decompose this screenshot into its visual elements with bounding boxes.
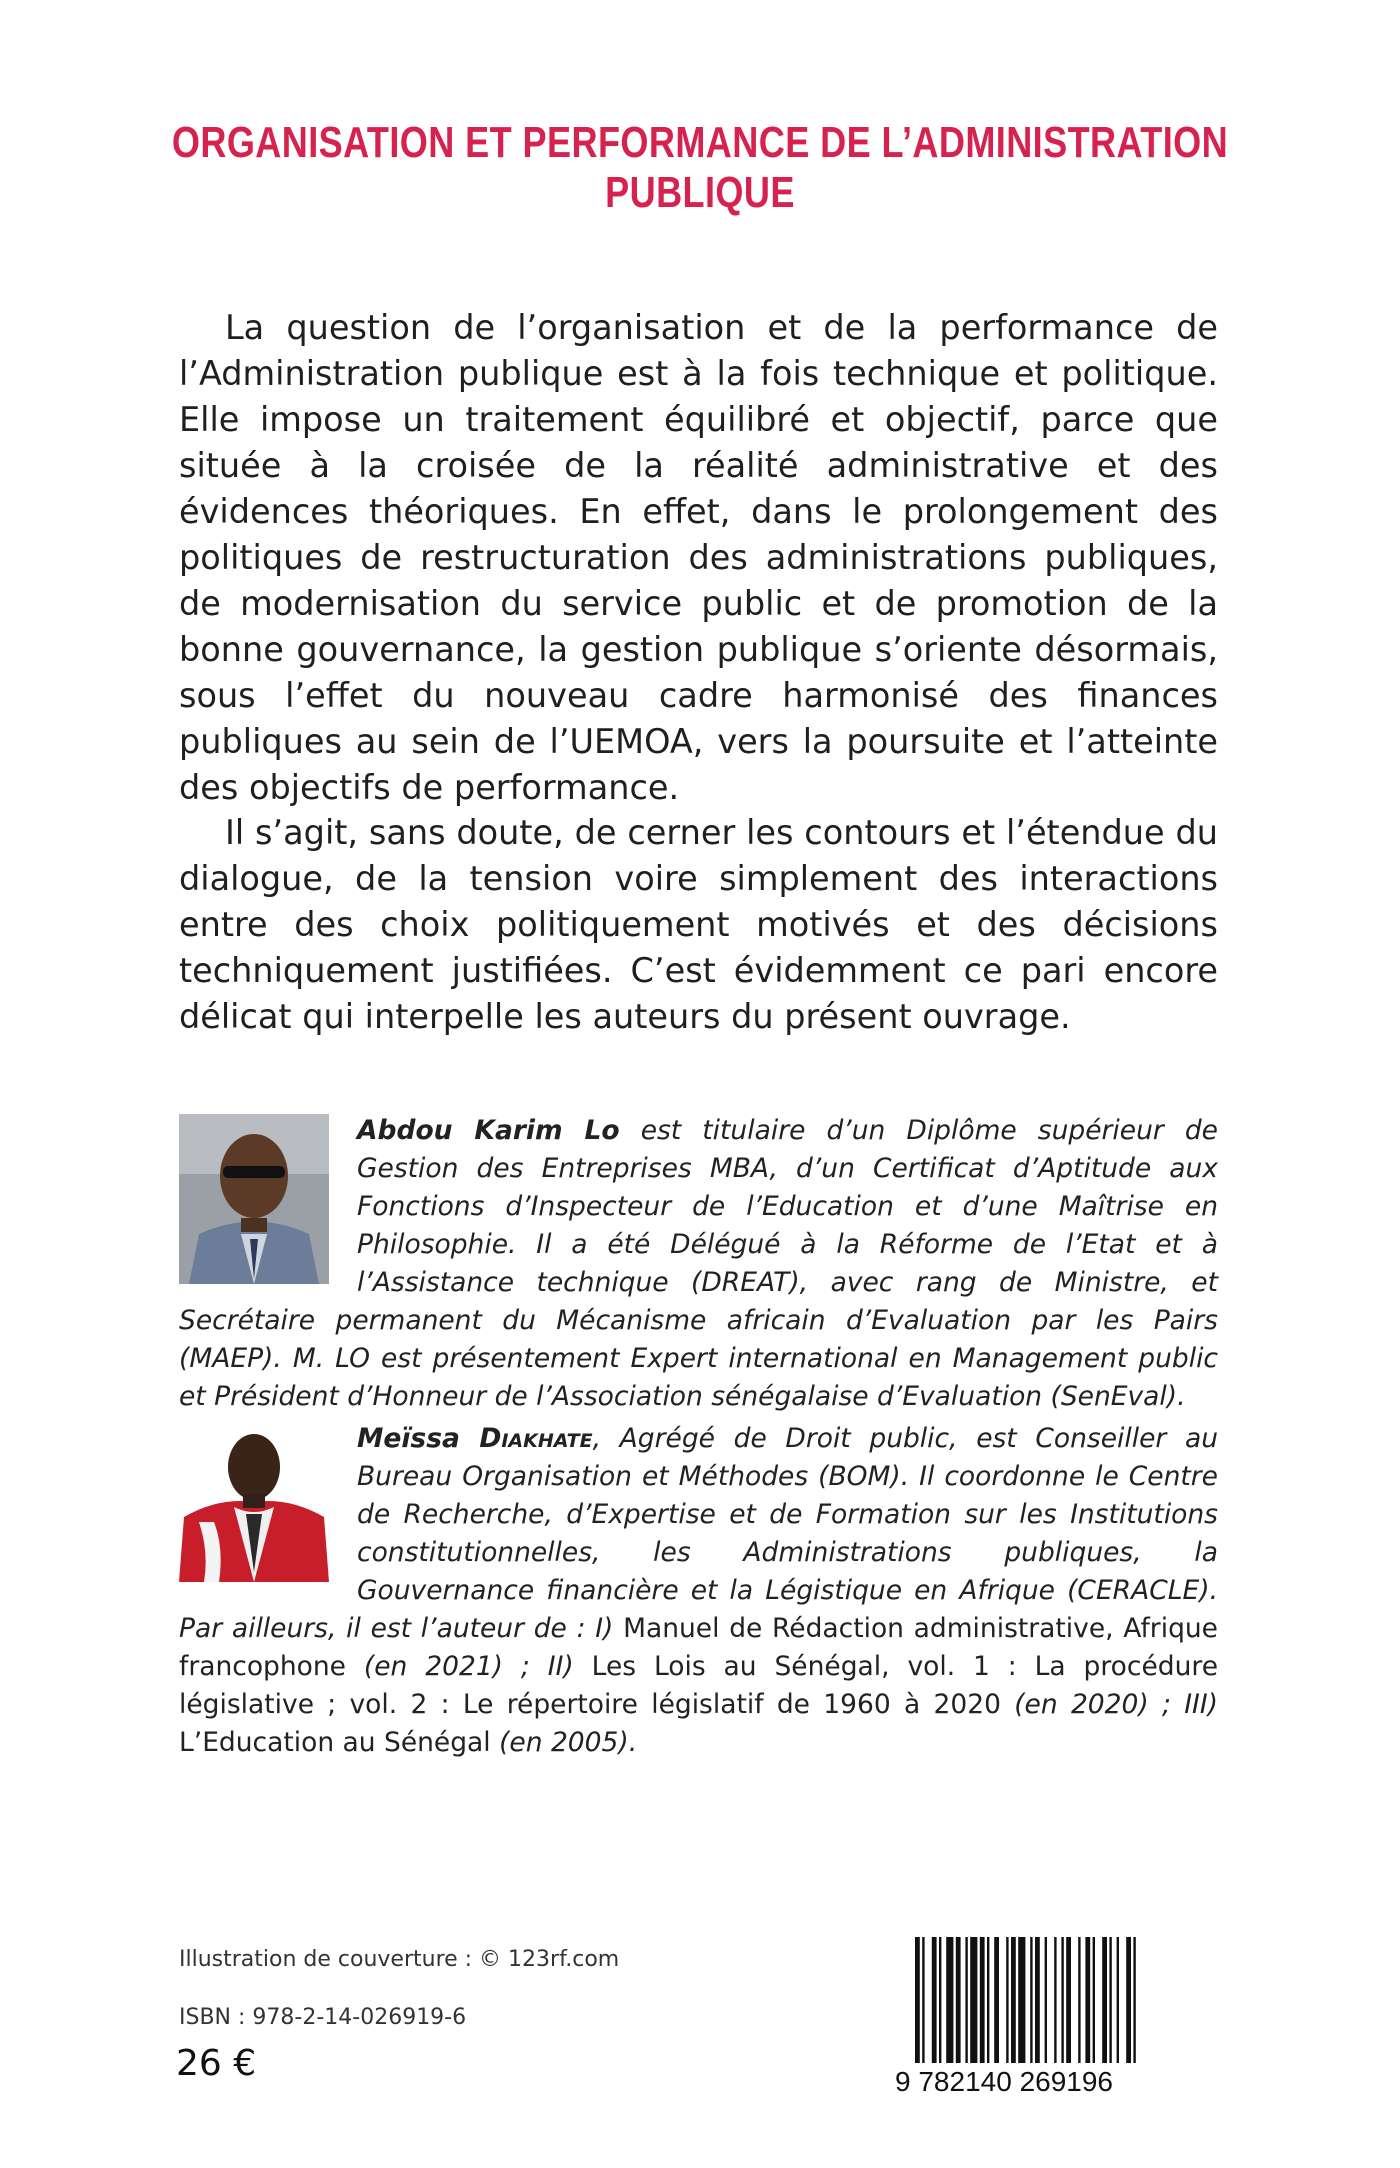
- author-2-bio: [179, 1420, 1218, 1762]
- author-2-photo: [179, 1422, 329, 1582]
- barcode-digits: 9 782140 269196: [895, 2066, 1113, 2097]
- barcode: [895, 1937, 1215, 2097]
- summary-paragraph-1: La question de l’organisation et de la performance de l’Administration publique est à la fois technique et politique. Elle impose un traitement équilibré et objectif, parce que située à la croisée de la réalité administrative et des évidences théoriques. En effet, dans le prolongement des politiques de restructuration des administrations publiques, de modernisation du service public et de promotion de la bonne gouvernance, la gestion publique s’oriente désormais, sous l’effet du nouveau cadre harmonisé des finances publiques au sein de l’UEMOA, vers la poursuite et l’atteinte des objectifs de performance.: [179, 308, 1218, 807]
- cover-credit: Illustration de couverture : © 123rf.com: [179, 1947, 620, 1972]
- author-2-first-name: Meïssa: [357, 1423, 480, 1454]
- work-2-year: (en 2020) ; III): [1000, 1689, 1219, 1720]
- work-3-year: (en 2005).: [490, 1727, 638, 1758]
- price: 26 €: [176, 2043, 257, 2084]
- author-2-intro: , Agrégé de Droit public, est Conseiller au Bureau Organisation et Méthodes (BOM). Il coordonne le Centre de Recherche, d’Expertise et de Formation sur les Institutions constitutionnelles, les Administrations publiques, la Gouvernance financière et la Légistique en Afrique (CERACLE). Par ailleurs, il est l’auteur de : I): [179, 1423, 1218, 1644]
- author-2-last-name: Diakhate: [479, 1423, 593, 1454]
- work-1-year: (en 2021) ; II): [345, 1651, 592, 1682]
- summary-paragraph-2: Il s’agit, sans doute, de cerner les contours et l’étendue du dialogue, de la tension voire simplement des interactions entre des choix politiquement motivés et des décisions techniquement justifiées. C’est évidemment ce pari encore délicat qui interpelle les auteurs du présent ouvrage.: [179, 813, 1218, 1036]
- work-3-title: L’Education au Sénégal: [179, 1727, 491, 1758]
- book-title: ORGANISATION ET PERFORMANCE DE L’ADMINISTRATION PUBLIQUE: [171, 118, 1229, 217]
- author-1-photo: [179, 1114, 329, 1284]
- author-1-name: Abdou Karim Lo: [357, 1115, 620, 1146]
- isbn: ISBN : 978-2-14-026919-6: [179, 2005, 467, 2030]
- author-1-description: est titulaire d’un Diplôme supérieur de Gestion des Entreprises MBA, d’un Certificat d’Aptitude aux Fonctions d’Inspecteur de l’Education et d’une Maîtrise en Philosophie. Il a été Délégué à la Réforme de l’Etat et à l’Assistance technique (DREAT), avec rang de Ministre, et Secrétaire permanent du Mécanisme africain d’Evaluation par les Pairs (MAEP). M. LO est présentement Expert international en Management public et Président d’Honneur de l’Association sénégalaise d’Evaluation (SenEval).: [179, 1115, 1218, 1412]
- author-1-bio: [179, 1112, 1218, 1416]
- work-1-title: Manuel de Rédaction administrative, Afrique francophone: [179, 1613, 1218, 1682]
- work-2-title: Les Lois au Sénégal, vol. 1 : La procédure législative ; vol. 2 : Le répertoire législatif de 1960 à 2020: [179, 1651, 1219, 1720]
